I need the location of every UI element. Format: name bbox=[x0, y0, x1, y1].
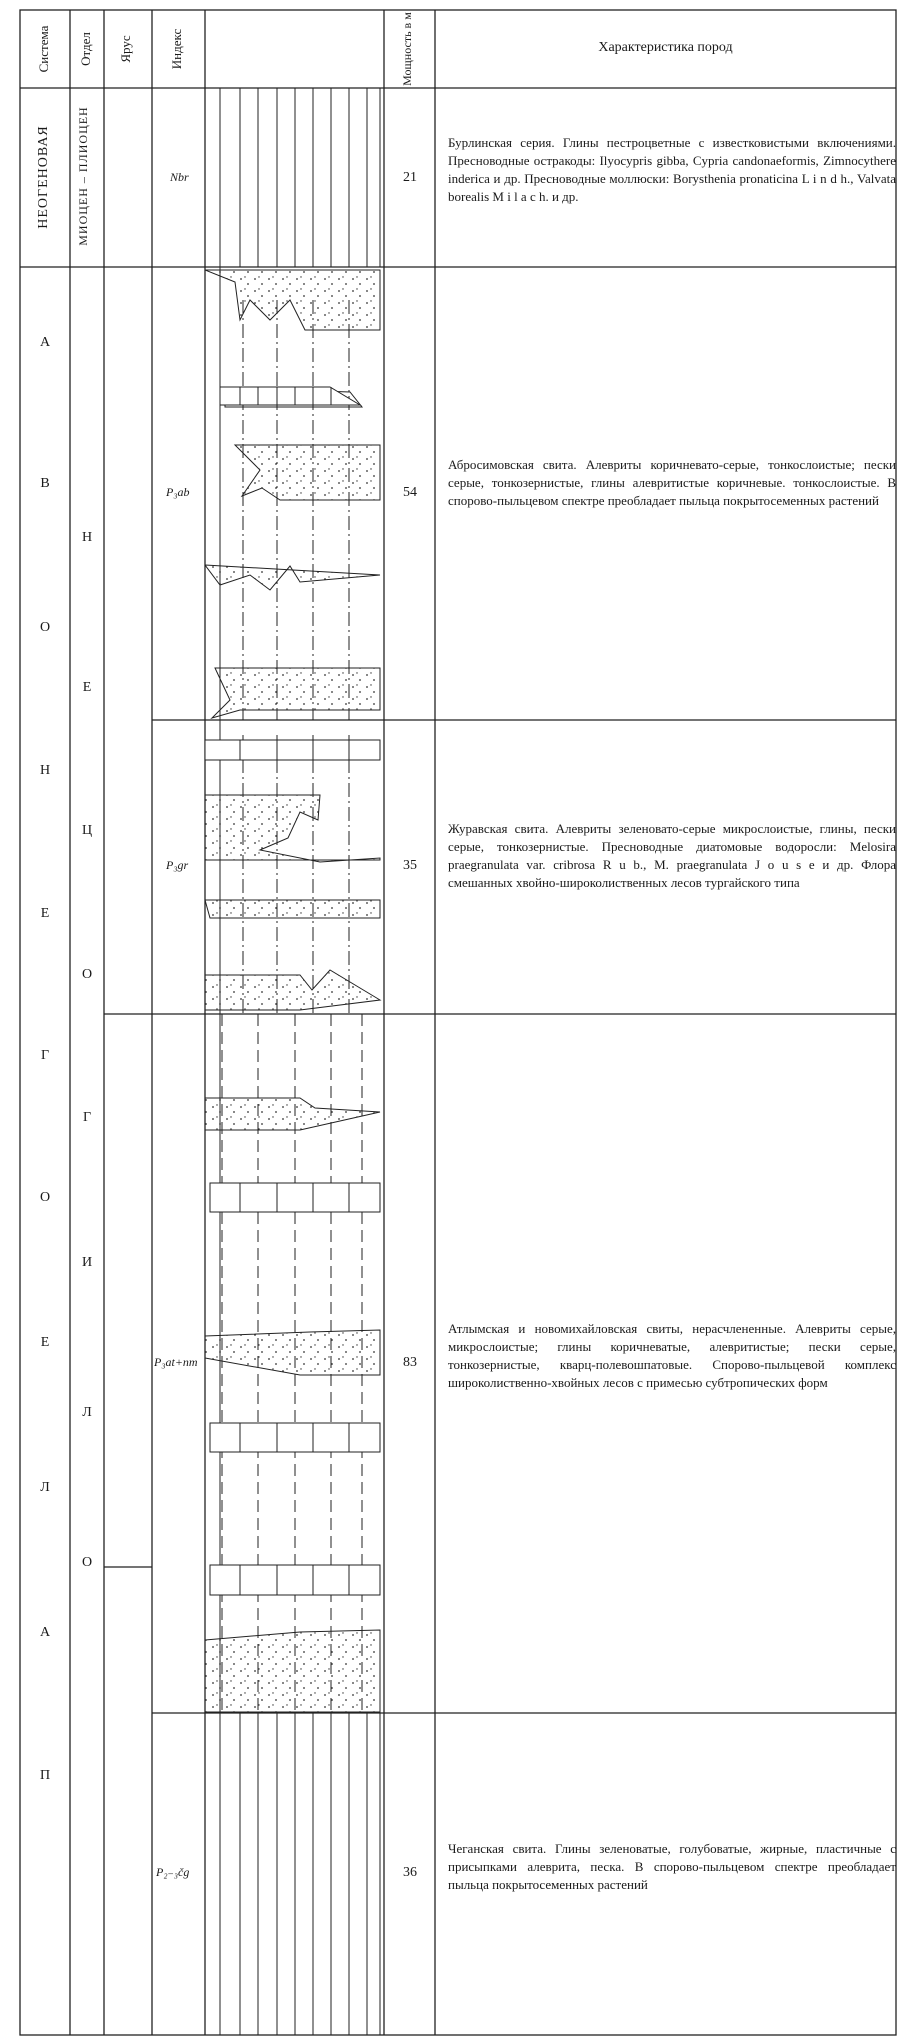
header-stage: Ярус bbox=[118, 35, 133, 63]
layer-index: P₃gr bbox=[166, 858, 189, 872]
layer-thickness: 54 bbox=[403, 485, 417, 500]
layer-index: P₃ab bbox=[166, 485, 190, 499]
clay-verticals-bottom bbox=[220, 1713, 380, 2035]
oligocene-letter: Ц bbox=[81, 823, 93, 838]
oligocene-letter: О bbox=[81, 1555, 93, 1570]
paleogene-letter: Л bbox=[40, 1480, 50, 1495]
layer-thickness: 35 bbox=[403, 858, 417, 873]
paleogene-letter: П bbox=[39, 1768, 51, 1783]
paleogene-letter: Е bbox=[40, 1335, 50, 1350]
oligocene-letter: Е bbox=[82, 680, 92, 695]
layer-description: Атлымская и новомихайловская свиты, нерасчлененные. Алевриты серые, микрослоистые; глины коричневатые, алевритистые; пески серые, тонкозернистые, кварц-полевошпатовые. Спорово-пыльцевой комплекс широколиственно-хвойных лесов с примесью субтропических форм bbox=[448, 1321, 896, 1390]
silt-lines-upper bbox=[243, 300, 349, 720]
layer-description: Абросимовская свита. Алевриты коричневато-серые, тонкослоистые; пески серые, тонкозернистые, глины алевритистые коричневые. тонкослоистые. В спорово-пыльцевом спектре преобладает пыльца покрытосеменных растений bbox=[448, 457, 896, 508]
paleogene-letter: О bbox=[39, 620, 51, 635]
header-system: Система bbox=[36, 25, 51, 73]
clay-verticals-top bbox=[220, 88, 380, 267]
header-description: Характеристика пород bbox=[598, 40, 733, 55]
layer-index: P₂₋₃čg bbox=[156, 1865, 190, 1879]
oligocene-letter: Л bbox=[82, 1405, 92, 1420]
header-thickness: Мощность в м bbox=[400, 12, 414, 86]
paleogene-letter: А bbox=[39, 335, 51, 350]
system-neogene: НЕОГЕНОВАЯ bbox=[36, 125, 51, 229]
layer-description: Бурлинская серия. Глины пестроцветные с известковистыми включениями. Пресноводные остракоды: Ilyocypris gibba, Cypria candonaeformis, Zimnocythere inderica и др. Пресноводные моллюски: Borysthenia pronaticina L i n d h., Valvata borealis M i l a c h. и др. bbox=[448, 135, 896, 204]
oligocene-letter: И bbox=[81, 1255, 93, 1270]
layer-thickness: 21 bbox=[403, 170, 417, 185]
oligocene-letter: Н bbox=[81, 530, 93, 545]
layer-thickness: 36 bbox=[403, 1865, 417, 1880]
layer-index: Nbr bbox=[170, 170, 189, 184]
header-department: Отдел bbox=[78, 32, 93, 66]
paleogene-letter: В bbox=[40, 476, 50, 491]
paleogene-letter: О bbox=[39, 1190, 51, 1205]
paleogene-letter: Е bbox=[40, 906, 50, 921]
department-miocene-pliocene: МИОЦЕН – ПЛИОЦЕН bbox=[76, 106, 90, 246]
oligocene-letter: О bbox=[81, 967, 93, 982]
header-index: Индекс bbox=[169, 28, 184, 70]
layer-thickness: 83 bbox=[403, 1355, 417, 1370]
paleogene-letter: Н bbox=[39, 763, 51, 778]
paleogene-letter: А bbox=[39, 1625, 51, 1640]
layer-description: Чеганская свита. Глины зеленоватые, голубоватые, жирные, пластичные с присыпками алеврита, песка. В спорово-пыльцевом спектре преобладает пыльца покрытосеменных растений bbox=[448, 1841, 896, 1892]
layer-index: P₃at+nm bbox=[154, 1355, 198, 1369]
layer-description: Журавская свита. Алевриты зеленовато-серые микрослоистые, глины, пески серые, тонкозернистые. Пресноводные диатомовые водоросли: Melosira praegranulata var. cribrosa R u b., M. praegranulata J o u s e и др. Флора смешанных хвойно-широколиственных лесов тургайского типа bbox=[448, 821, 896, 890]
paleogene-letter: Г bbox=[40, 1048, 50, 1063]
oligocene-letter: Г bbox=[82, 1110, 92, 1125]
